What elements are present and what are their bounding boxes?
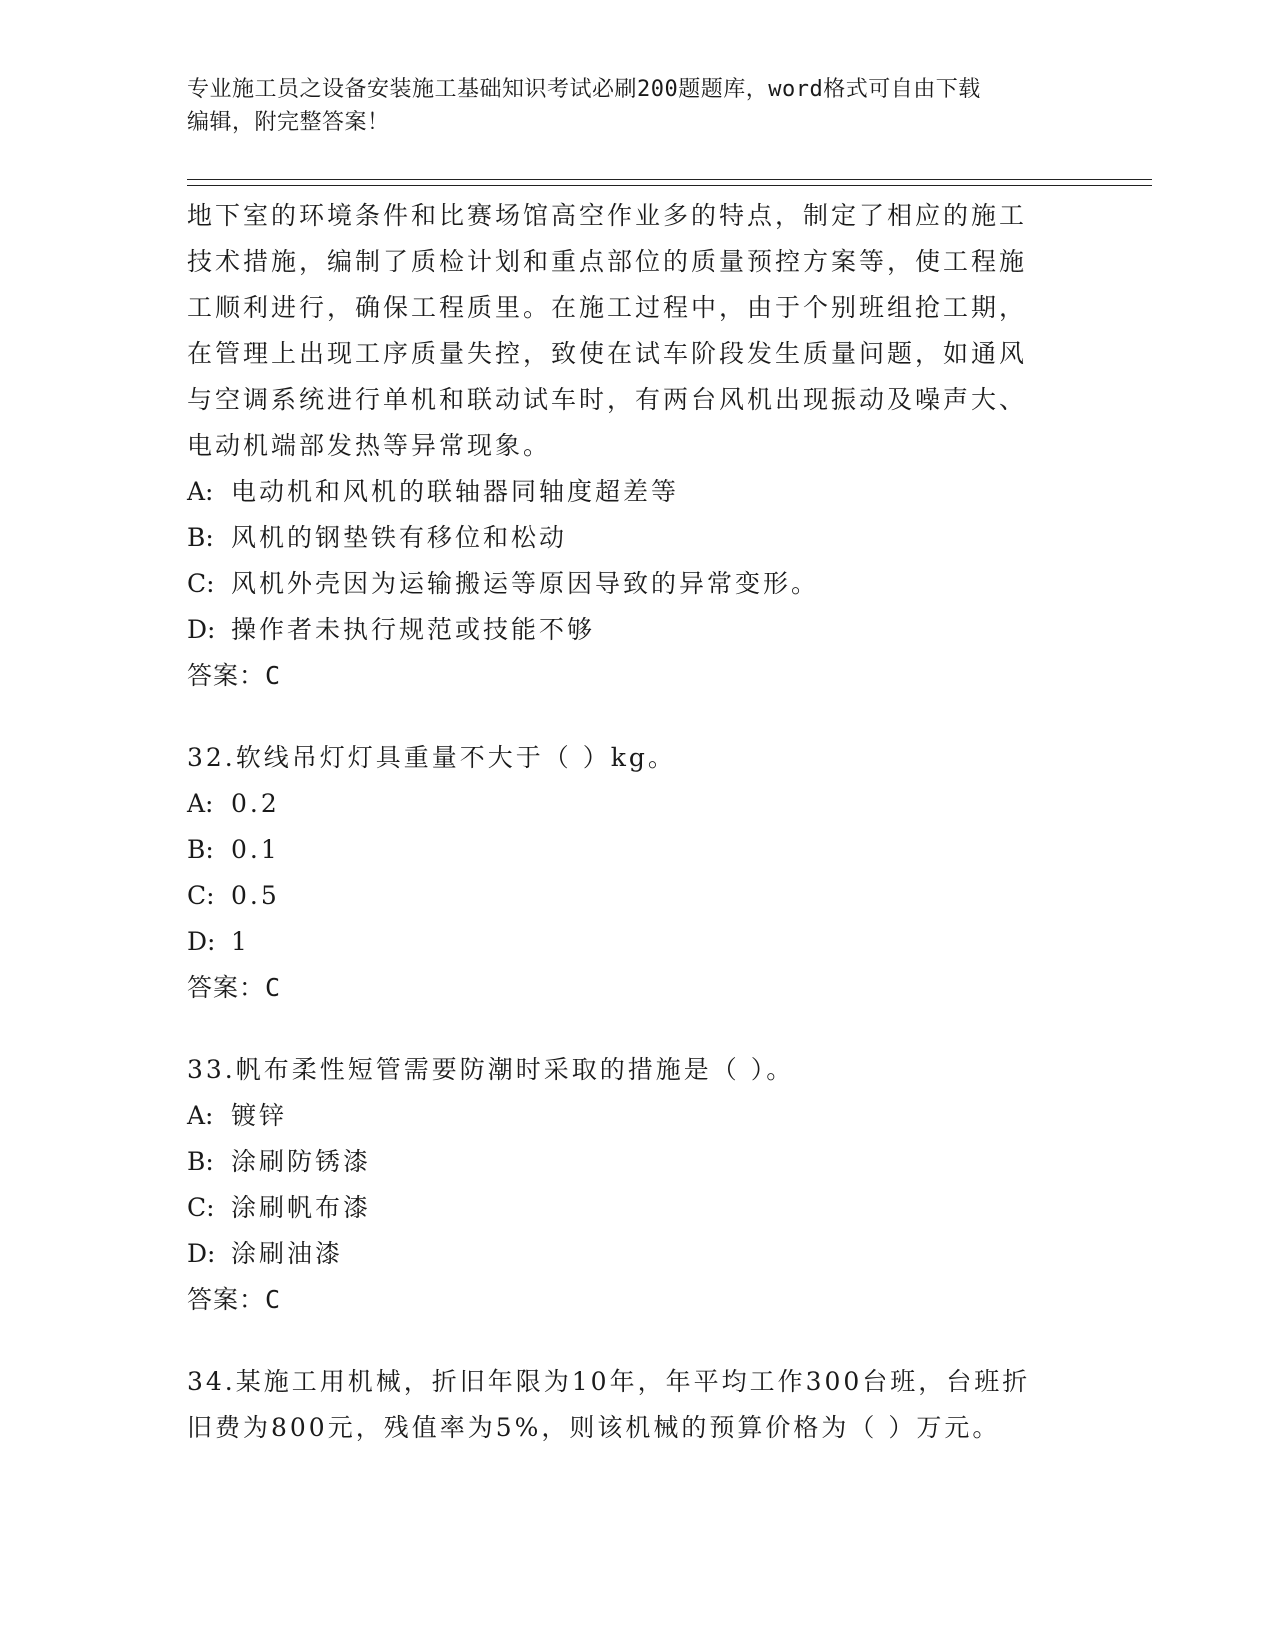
option-c — [187, 1185, 1107, 1231]
option-text: 1 — [231, 927, 250, 956]
answer-line: 答案：C — [187, 973, 282, 1002]
option-a — [187, 469, 1107, 515]
question-32 — [187, 735, 1107, 1011]
question-stem: 32.软线吊灯灯具重量不大于（ ）kg。 — [187, 743, 676, 772]
option-text: 0.5 — [231, 881, 280, 910]
spacer — [187, 1011, 1107, 1047]
option-d — [187, 1231, 1107, 1277]
option-letter: A: — [187, 789, 214, 818]
question-34 — [187, 1359, 1107, 1451]
question-stem-line: 技术措施，编制了质检计划和重点部位的质量预控方案等，使工程施 — [187, 247, 1028, 276]
option-text: 涂刷防锈漆 — [231, 1147, 372, 1176]
answer-line: 答案：C — [187, 1285, 282, 1314]
header-title-line-2: 编辑，附完整答案！ — [187, 110, 390, 135]
option-a — [187, 1093, 1107, 1139]
document-header — [187, 73, 1087, 139]
question-33 — [187, 1047, 1107, 1323]
option-letter: D: — [187, 615, 216, 644]
option-b — [187, 1139, 1107, 1185]
question-31 — [187, 193, 1107, 699]
option-text: 0.2 — [231, 789, 280, 818]
question-stem-line: 工顺利进行，确保工程质里。在施工过程中，由于个别班组抢工期， — [187, 293, 1028, 322]
document-body — [187, 193, 1107, 1451]
option-letter: D: — [187, 1239, 216, 1268]
question-stem-line: 电动机端部发热等异常现象。 — [187, 431, 552, 460]
option-letter: B: — [187, 1147, 214, 1176]
option-letter: C: — [187, 1193, 215, 1222]
option-text: 风机外壳因为运输搬运等原因导致的异常变形。 — [231, 569, 820, 598]
spacer — [187, 1323, 1107, 1359]
option-letter: C: — [187, 569, 215, 598]
option-letter: A: — [187, 477, 214, 506]
option-text: 风机的钢垫铁有移位和松动 — [231, 523, 568, 552]
question-stem-line: 旧费为800元，残值率为5%，则该机械的预算价格为（ ）万元。 — [187, 1413, 1001, 1442]
option-text: 操作者未执行规范或技能不够 — [231, 615, 596, 644]
option-text: 涂刷帆布漆 — [231, 1193, 372, 1222]
spacer — [187, 699, 1107, 735]
header-divider-bottom — [187, 185, 1152, 186]
option-text: 镀锌 — [231, 1101, 288, 1130]
option-c — [187, 561, 1107, 607]
question-stem: 33.帆布柔性短管需要防潮时采取的措施是（ ）。 — [187, 1055, 795, 1084]
option-a — [187, 781, 1107, 827]
question-stem-line: 地下室的环境条件和比赛场馆高空作业多的特点，制定了相应的施工 — [187, 201, 1028, 230]
question-stem-line: 34.某施工用机械，折旧年限为10年，年平均工作300台班，台班折 — [187, 1367, 1031, 1396]
option-text: 涂刷油漆 — [231, 1239, 344, 1268]
option-b — [187, 515, 1107, 561]
header-title-line-1: 专业施工员之设备安装施工基础知识考试必刷200题题库，word格式可自由下载 — [187, 77, 981, 102]
option-letter: C: — [187, 881, 215, 910]
header-divider-top — [187, 179, 1152, 180]
option-letter: A: — [187, 1101, 214, 1130]
answer-line: 答案：C — [187, 661, 282, 690]
option-letter: B: — [187, 523, 214, 552]
question-stem-line: 与空调系统进行单机和联动试车时，有两台风机出现振动及噪声大、 — [187, 385, 1028, 414]
option-letter: D: — [187, 927, 216, 956]
option-d — [187, 919, 1107, 965]
option-d — [187, 607, 1107, 653]
option-letter: B: — [187, 835, 214, 864]
option-c — [187, 873, 1107, 919]
option-text: 电动机和风机的联轴器同轴度超差等 — [231, 477, 680, 506]
option-b — [187, 827, 1107, 873]
question-stem-line: 在管理上出现工序质量失控，致使在试车阶段发生质量问题，如通风 — [187, 339, 1028, 368]
option-text: 0.1 — [231, 835, 280, 864]
